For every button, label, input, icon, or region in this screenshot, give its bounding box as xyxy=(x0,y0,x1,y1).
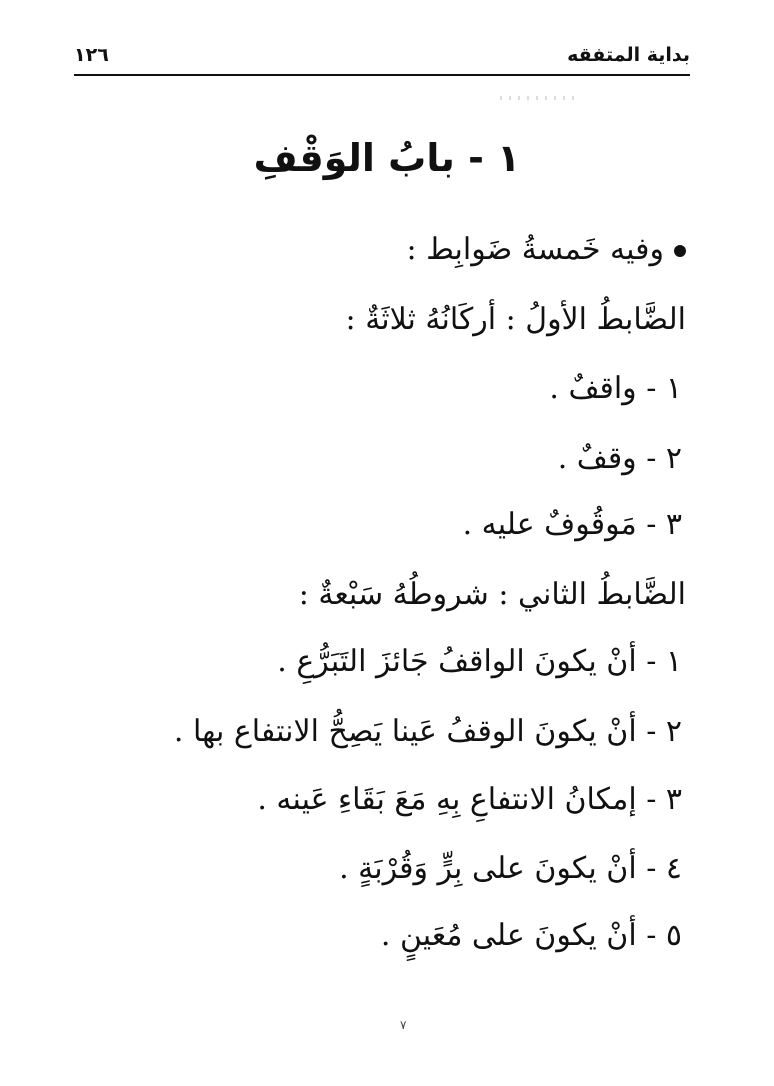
list-item: ٣ - مَوقُوفٌ عليه . xyxy=(462,507,682,542)
section-heading-1: الضَّابطُ الأولُ : أركَانُهُ ثلاثَةٌ : xyxy=(345,302,686,337)
intro-line xyxy=(406,232,686,268)
list-item: ٢ - أنْ يكونَ الوقفُ عَينا يَصِحُّ الانتفاع بها . xyxy=(173,714,682,749)
bullet-icon xyxy=(674,245,686,257)
list-item: ٣ - إمكانُ الانتفاعِ بِهِ مَعَ بَقَاءِ عَينه . xyxy=(257,782,682,817)
list-item: ٤ - أنْ يكونَ على بِرٍّ وَقُرْبَةٍ . xyxy=(339,851,682,886)
list-item: ١ - أنْ يكونَ الواقفُ جَائزَ التَبَرُّعِ . xyxy=(277,644,682,679)
page-number: ١٢٦ xyxy=(74,44,109,66)
intro-text: وفيه خَمسةُ ضَوابِط : xyxy=(406,232,664,267)
list-item: ٥ - أنْ يكونَ على مُعَينٍ . xyxy=(380,918,682,953)
list-item: ٢ - وقفٌ . xyxy=(557,441,682,476)
chapter-title: ١ - بابُ الوَقْفِ xyxy=(253,136,521,180)
book-title: بداية المتفقه xyxy=(567,44,690,66)
list-item: ١ - واقفٌ . xyxy=(549,371,682,406)
section-heading-2: الضَّابطُ الثاني : شروطُهُ سَبْعةٌ : xyxy=(298,577,686,612)
footer-mark: ٧ xyxy=(400,1018,407,1032)
scan-speckle xyxy=(500,96,580,100)
running-header xyxy=(74,40,690,76)
